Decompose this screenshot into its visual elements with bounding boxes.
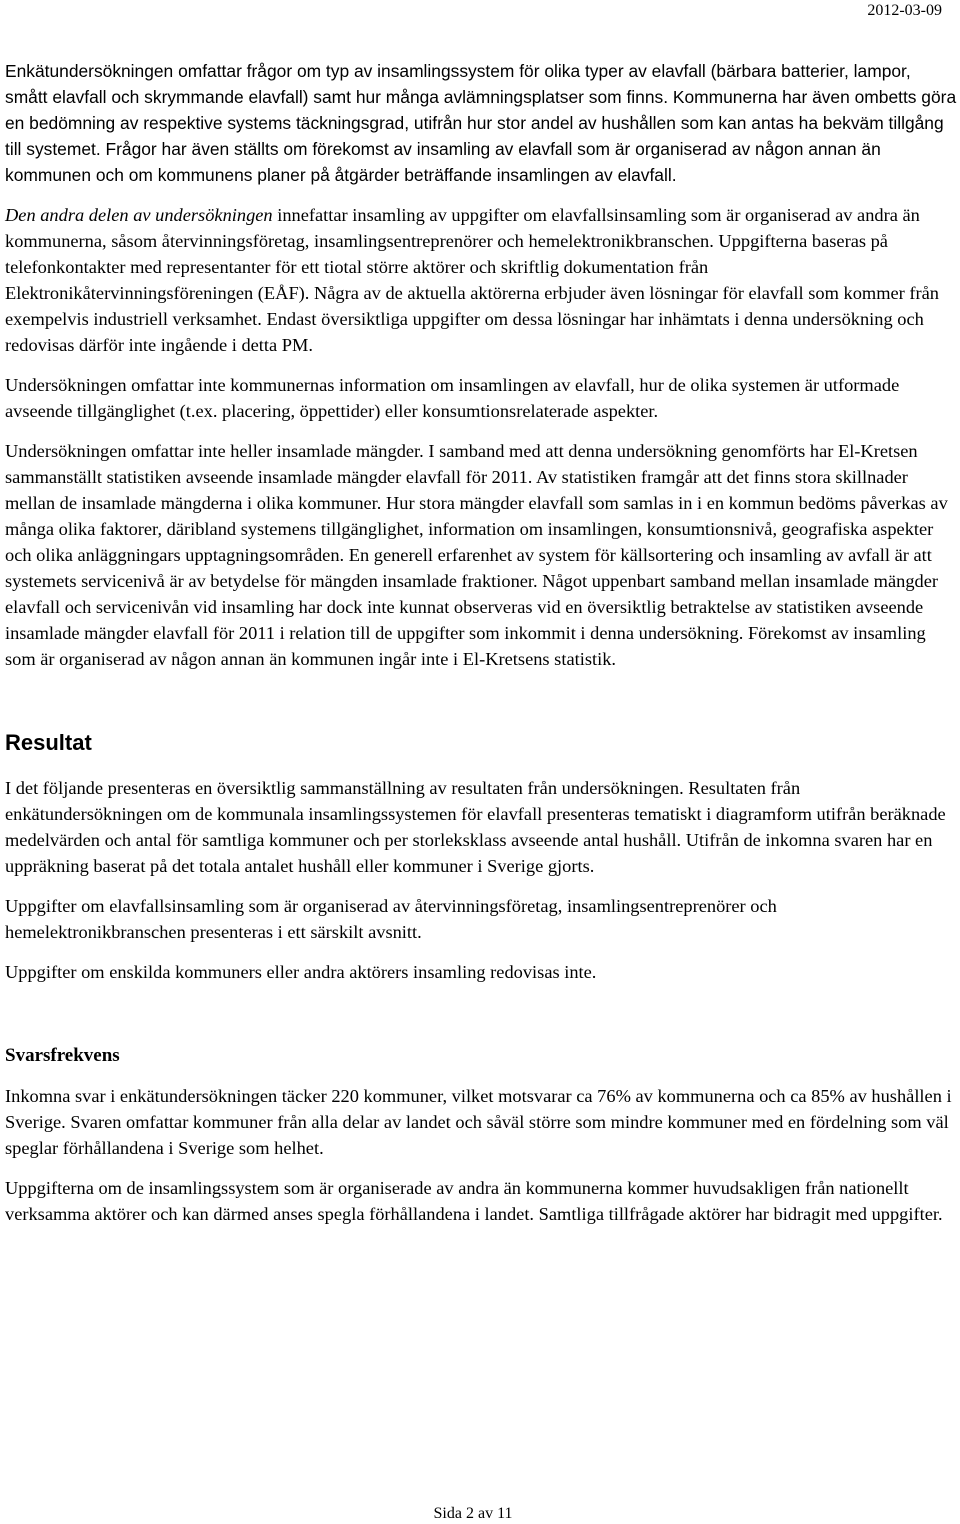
resultat-paragraph-2: Uppgifter om elavfallsinsamling som är organiserad av återvinningsföretag, insamlingsentreprenörer och hemelektronikbranschen presenteras i ett särskilt avsnitt.	[5, 896, 777, 942]
svarsfrekvens-paragraph-2: Uppgifterna om de insamlingssystem som är organiserade av andra än kommunerna kommer huvudsakligen från nationellt verksamma aktörer och kan därmed anses spegla förhållandena i landet. Samtliga tillfrågade aktörer har bidragit med uppgifter.	[5, 1178, 943, 1224]
resultat-paragraph-3: Uppgifter om enskilda kommuners eller andra aktörers insamling redovisas inte.	[5, 962, 597, 982]
scope-paragraph: Undersökningen omfattar inte kommunernas information om insamlingen av elavfall, hur de olika systemen är utformade avseende tillgänglighet (t.ex. placering, öppettider) eller konsumtionsrelaterade aspekter.	[5, 375, 900, 421]
header-date: 2012-03-09	[867, 2, 942, 19]
part2-italic-lead: Den andra delen av undersökningen	[5, 205, 273, 225]
intro-paragraph: Enkätundersökningen omfattar frågor om typ av insamlingssystem för olika typer av elavfall (bärbara batterier, lampor, smått elavfall och skrymmande elavfall) samt hur många avlämningsplatser som finns. Kommunerna har även ombetts göra en bedömning av respektive systems täckningsgrad, utifrån hur stor andel av hushållen som kan antas ha bekväm tillgång till systemet. Frågor har även ställts om förekomst av insamling av elavfall som är organiserad av någon annan än kommunen och om kommunens planer på åtgärder beträffande insamlingen av elavfall.	[5, 61, 957, 185]
page-number: Sida 2 av 11	[433, 1505, 513, 1522]
section-heading-resultat: Resultat	[5, 730, 92, 755]
part2-paragraph	[5, 202, 957, 358]
section-heading-svarsfrekvens: Svarsfrekvens	[5, 1045, 120, 1066]
quantities-paragraph: Undersökningen omfattar inte heller insamlade mängder. I samband med att denna undersökning genomförts har El-Kretsen sammanställt statistiken avseende insamlade mängder elavfall för 2011. Av statistiken framgår att det finns stora skillnader mellan de insamlade mängderna i olika kommuner. Hur stora mängder elavfall som samlas in i en kommun bedöms påverkas av många olika faktorer, däribland systemens tillgänglighet, information om insamlingen, konsumtionsnivå, geografiska aspekter och olika anläggningars upptagningsområden. En generell erfarenhet av system för källsortering och insamling av avfall är att systemets servicenivå är av betydelse för mängden insamlade fraktioner. Något uppenbart samband mellan insamlade mängder elavfall och servicenivån vid insamling har dock inte kunnat observeras vid en översiktlig betraktelse av statistiken avseende insamlade mängder elavfall för 2011 i relation till de uppgifter som inkommit i denna undersökning. Förekomst av insamling som är organiserad av någon annan än kommunen ingår inte i El-Kretsens statistik.	[5, 441, 948, 669]
resultat-paragraph-1: I det följande presenteras en översiktlig sammanställning av resultaten från undersökningen. Resultaten från enkätundersökningen om de kommunala insamlingssystemen för elavfall presenteras tematiskt i diagramform utifrån beräknade medelvärden och antal för samtliga kommuner och per storleksklass avseende antal hushåll. Utifrån de inkomna svaren har en uppräkning baserat på det totala antalet hushåll eller kommuner i Sverige gjorts.	[5, 778, 946, 876]
part2-text: innefattar insamling av uppgifter om elavfallsinsamling som är organiserad av andra än kommunerna, såsom återvinningsföretag, insamlingsentreprenörer och hemelektronikbranschen. Uppgifterna baseras på telefonkontakter med representanter för ett tiotal större aktörer och skriftlig dokumentation från Elektronikåtervinningsföreningen (EÅF). Några av de aktuella aktörerna erbjuder även lösningar för elavfall som kommer från exempelvis industriell verksamhet. Endast översiktliga uppgifter om dessa lösningar har inhämtats i denna undersökning och redovisas därför inte ingående i detta PM.	[5, 205, 939, 355]
svarsfrekvens-paragraph-1: Inkomna svar i enkätundersökningen täcker 220 kommuner, vilket motsvarar ca 76% av kommunerna och ca 85% av hushållen i Sverige. Svaren omfattar kommuner från alla delar av landet och såväl större som mindre kommuner med en fördelning som väl speglar förhållandena i Sverige som helhet.	[5, 1086, 952, 1158]
document-body	[5, 58, 957, 1241]
